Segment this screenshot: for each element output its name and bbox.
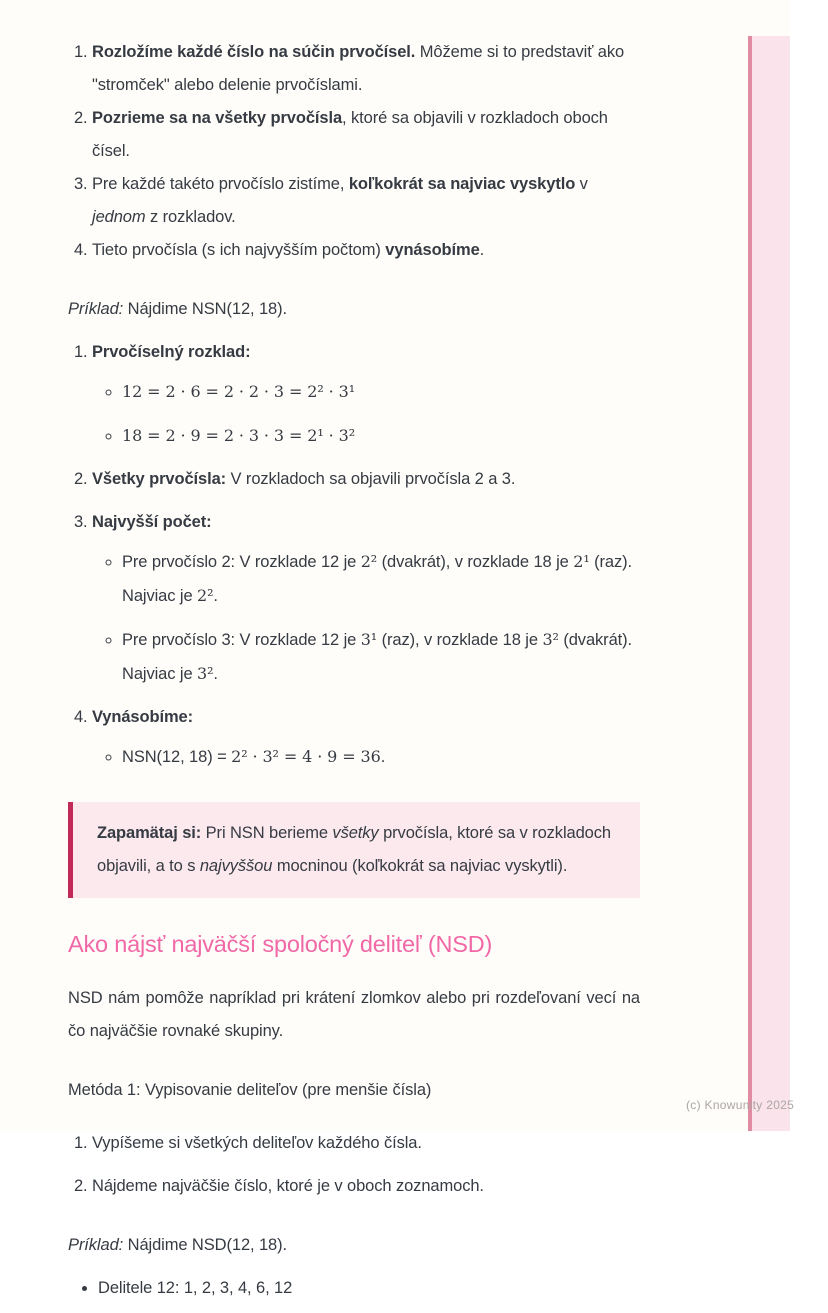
text-segment: prvočísla, ktoré sa v rozkladoch objavili, a to s (97, 824, 611, 875)
text-segment: . (479, 241, 485, 259)
text-segment: Nájdime NSN(12, 18). (123, 300, 288, 318)
example-nsd-intro (68, 1229, 640, 1262)
math-text: 3¹ (360, 630, 378, 649)
list-item (92, 1170, 640, 1203)
nsn-example-steps (68, 336, 640, 774)
list-item (92, 234, 640, 267)
text-segment: Všetky prvočísla: (92, 470, 227, 488)
text-segment: Pozrieme sa na všetky prvočísla (92, 109, 343, 127)
text-segment: Rozložíme každé číslo na súčin prvočísel. (92, 43, 416, 61)
math-text: 2¹ (573, 552, 590, 571)
math-text: 3² (197, 664, 214, 683)
list-item (92, 701, 640, 774)
text-segment: Nájdime NSD(12, 18). (123, 1236, 288, 1254)
text-segment: NSN(12, 18) = (122, 748, 232, 766)
sub-bullet-list (92, 375, 640, 453)
text-segment: (raz), v rozklade 18 je (377, 631, 543, 649)
text-segment: z rozkladov. (145, 208, 236, 226)
nsd-divisors (68, 1272, 640, 1305)
list-item (92, 1127, 640, 1160)
text-segment: Pre každé takéto prvočíslo zistíme, (92, 175, 349, 193)
knowunity-watermark: (c) Knowunity 2025 (686, 1098, 795, 1112)
page-edge-pink-band (748, 36, 790, 1131)
text-segment: najvyššou (199, 857, 273, 875)
remember-note (68, 802, 640, 898)
sub-bullet-item (122, 375, 640, 409)
text-segment: vynásobíme (385, 241, 480, 259)
sub-bullet-item (122, 419, 640, 453)
example-nsn-intro (68, 293, 640, 326)
text-segment: V rozkladoch sa objavili prvočísla 2 a 3. (226, 470, 516, 488)
sub-bullet-list (92, 545, 640, 691)
text-segment: Nájdeme najväčšie číslo, ktoré je v oboch zoznamoch. (92, 1177, 484, 1195)
list-item (92, 102, 640, 168)
text-segment: . (213, 587, 218, 605)
text-segment: Pre prvočíslo 3: V rozklade 12 je (122, 631, 361, 649)
text-segment: Metóda 1: Vypisovanie deliteľov (pre menšie čísla) (68, 1081, 432, 1099)
text-segment: všetky (332, 824, 379, 842)
text-segment: Vypíšeme si všetkých deliteľov každého čísla. (92, 1134, 422, 1152)
text-segment: jednom (92, 208, 146, 226)
text-segment: Pre prvočíslo 2: V rozklade 12 je (122, 553, 361, 571)
text-segment: Prvočíselný rozklad: (92, 343, 251, 361)
text-segment: , ktoré sa objavili v rozkladoch oboch čísel. (92, 109, 608, 160)
text-segment: koľkokrát sa najviac vyskytlo (348, 175, 576, 193)
text-segment: Môžeme si to predstaviť ako "stromček" alebo delenie prvočíslami. (92, 43, 625, 94)
sub-bullet-item (122, 623, 640, 691)
text-segment: Ako nájsť najväčší spoločný deliteľ (NSD) (68, 931, 493, 957)
text-segment: (dvakrát), v rozklade 18 je (377, 553, 574, 571)
list-item (92, 336, 640, 453)
nsd-section-heading (68, 928, 640, 960)
list-item (92, 168, 640, 234)
nsd-intro (68, 982, 640, 1048)
text-segment: (raz). Najviac je (122, 553, 633, 605)
text-segment: Príklad: (68, 1236, 124, 1254)
text-segment: mocninou (koľkokrát sa najviac vyskytli). (272, 857, 568, 875)
text-segment: Delitele 12: 1, 2, 3, 4, 6, 12 (98, 1279, 293, 1297)
text-segment: . (213, 665, 218, 683)
nsd-method1-heading (68, 1074, 640, 1107)
math-text: 2² (360, 552, 378, 571)
text-segment: Tieto prvočísla (s ich najvyšším počtom) (92, 241, 386, 259)
text-segment: (dvakrát). Najviac je (122, 631, 633, 683)
text-segment: Pri NSN berieme (201, 824, 333, 842)
math-text: 3² (542, 630, 559, 649)
sub-bullet-item (122, 740, 640, 774)
math-text: 2² · 3² = 4 · 9 = 36 (231, 747, 381, 766)
math-text: 12 = 2 · 6 = 2 · 2 · 3 = 2² · 3¹ (122, 382, 356, 401)
text-segment: Najvyšší počet: (92, 513, 212, 531)
list-item (92, 463, 640, 496)
math-text: 18 = 2 · 9 = 2 · 3 · 3 = 2¹ · 3² (122, 426, 356, 445)
text-segment: Zapamätaj si: (97, 824, 202, 842)
sub-bullet-list (92, 740, 640, 774)
nsn-method-steps (68, 36, 640, 267)
list-item (92, 36, 640, 102)
text-segment: v (575, 175, 588, 193)
text-segment: NSD nám pomôže napríklad pri krátení zlomkov alebo pri rozdeľovaní vecí na čo najväčšie rovnaké skupiny. (68, 989, 640, 1040)
sub-bullet-item (122, 545, 640, 613)
math-text: 2² (197, 586, 214, 605)
text-segment: Príklad: (68, 300, 124, 318)
list-item (98, 1272, 640, 1305)
document-content (68, 30, 640, 1313)
text-segment: Vynásobíme: (92, 708, 193, 726)
nsd-method1-steps (68, 1127, 640, 1203)
text-segment: . (380, 748, 386, 766)
list-item (92, 506, 640, 691)
